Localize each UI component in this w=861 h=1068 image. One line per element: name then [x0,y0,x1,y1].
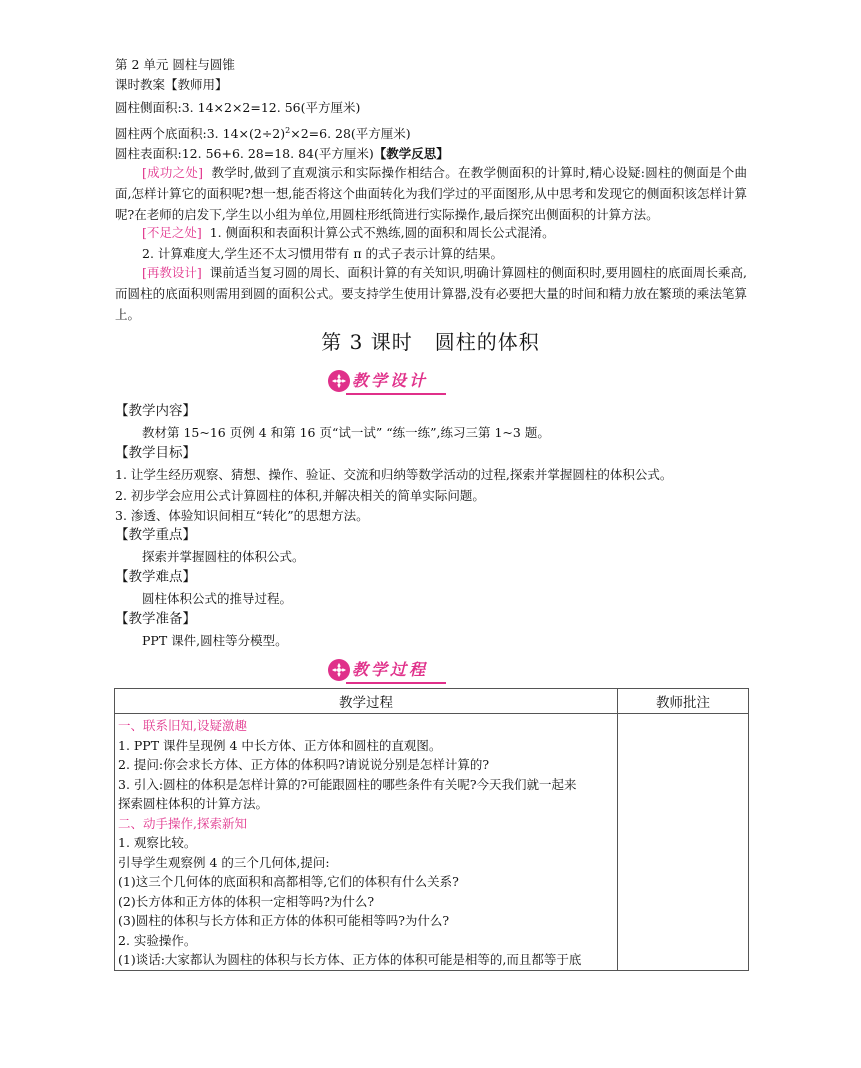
col-header-process: 教学过程 [115,689,618,714]
table-line: (3)圆柱的体积与长方体和正方体的体积可能相等吗?为什么? [118,913,450,928]
goals-heading: 【教学目标】 [115,445,196,461]
base-area-prefix: 圆柱两个底面积:3. 14×(2÷2) [115,126,286,142]
side-area-calc: 圆柱侧面积:3. 14×2×2=12. 56(平方厘米) [115,100,361,115]
flower-icon [328,659,350,681]
table-line: (1)谈话:大家都认为圆柱的体积与长方体、正方体的体积可能是相等的,而且都等于底 [118,952,582,967]
table-line: 二、动手操作,探索新知 [118,815,247,831]
unit-header: 第 2 单元 圆柱与圆锥 [115,57,235,72]
goal-item: 1. 让学生经历观察、猜想、操作、验证、交流和归纳等数学活动的过程,探索并掌握圆柱的体积公式。 [115,467,673,482]
content-heading: 【教学内容】 [115,403,196,419]
goal-item: 2. 初步学会应用公式计算圆柱的体积,并解决相关的简单实际问题。 [115,488,485,503]
table-line: (2)长方体和正方体的体积一定相等吗?为什么? [118,893,375,909]
table-line: 1. PPT 课件呈现例 4 中长方体、正方体和圆柱的直观图。 [118,737,442,753]
deficit-line-2: 2. 计算难度大,学生还不太习惯用带有 π 的式子表示计算的结果。 [142,246,504,261]
table-line: 2. 实验操作。 [118,932,197,948]
table-line: 1. 观察比较。 [118,835,197,850]
content-text: 教材第 15~16 页例 4 和第 16 页“试一试” “练一练”,练习三第 1~3 题。 [142,425,550,440]
success-text: 教学时,做到了直观演示和实际操作相结合。在教学侧面积的计算时,精心设疑:圆柱的侧面是个曲面,怎样计算它的面积呢?想一想,能否将这个曲面转化为我们学过的平面图形,从中思考和发现它的侧面积该怎样计算呢?在老师的启发下,学生以小组为单位,用圆柱形纸筒进行实际操作,最后探究出侧面积的计算方法。 [115,165,747,222]
prep-text: PPT 课件,圆柱等分模型。 [142,633,288,648]
notes-cell [618,714,749,971]
process-banner [328,659,446,685]
design-banner-text: 教学设计 [352,371,429,390]
redesign-text: 课前适当复习圆的周长、面积计算的有关知识,明确计算圆柱的侧面积时,要用圆柱的底面周长乘高,而圆柱的底面积则需用到圆的面积公式。要支持学生使用计算器,没有必要把大量的时间和精力放在繁琐的乘法笔算上。 [115,265,747,322]
table-line: (1)这三个几何体的底面积和高都相等,它们的体积有什么关系? [118,874,459,889]
success-tag: [成功之处] [142,165,204,180]
lesson-number: 第 3 课时 [321,330,413,354]
table-row [115,714,749,971]
col-header-notes: 教师批注 [618,689,749,714]
process-cell [115,714,618,971]
table-line: 引导学生观察例 4 的三个几何体,提问: [118,854,330,870]
deficit-line-1 [115,224,555,242]
lesson-title [0,326,861,355]
base-area-suffix: ×2=6. 28(平方厘米) [290,126,411,142]
prep-heading: 【教学准备】 [115,611,196,627]
process-banner-text: 教学过程 [352,660,429,679]
redesign-tag: [再教设计] [142,265,202,280]
success-paragraph [115,162,747,225]
key-heading: 【教学重点】 [115,527,196,543]
design-banner-underline [346,393,446,395]
table-line: 3. 引入:圆柱的体积是怎样计算的?可能跟圆柱的哪些条件有关呢?今天我们就一起来 [118,776,577,792]
surface-area-text: 圆柱表面积:12. 56+6. 28=18. 84(平方厘米) [115,146,374,161]
table-line: 2. 提问:你会求长方体、正方体的体积吗?请说说分别是怎样计算的? [118,757,490,772]
table-header-row [115,689,749,714]
flower-icon [328,370,350,392]
goal-item: 3. 渗透、体验知识间相互“转化”的思想方法。 [115,508,369,523]
doc-type: 课时教案【教师用】 [115,77,228,92]
base-area-sup: 2 [285,126,291,135]
surface-area-calc [115,145,449,163]
key-text: 探索并掌握圆柱的体积公式。 [142,549,305,564]
difficult-heading: 【教学难点】 [115,569,196,585]
difficult-text: 圆柱体积公式的推导过程。 [142,591,293,606]
deficit-1: 1. 侧面积和表面积计算公式不熟练,圆的面积和周长公式混淆。 [209,225,555,240]
design-banner [328,370,446,396]
process-table [114,688,749,971]
table-line: 探索圆柱体积的计算方法。 [118,796,269,811]
redesign-paragraph [115,262,747,325]
lesson-name: 圆柱的体积 [434,330,540,354]
process-banner-underline [346,682,446,684]
reflection-heading: 【教学反思】 [373,146,449,161]
base-area-calc [115,122,411,143]
deficit-tag: [不足之处] [142,225,202,240]
table-line: 一、联系旧知,设疑激趣 [118,718,247,733]
